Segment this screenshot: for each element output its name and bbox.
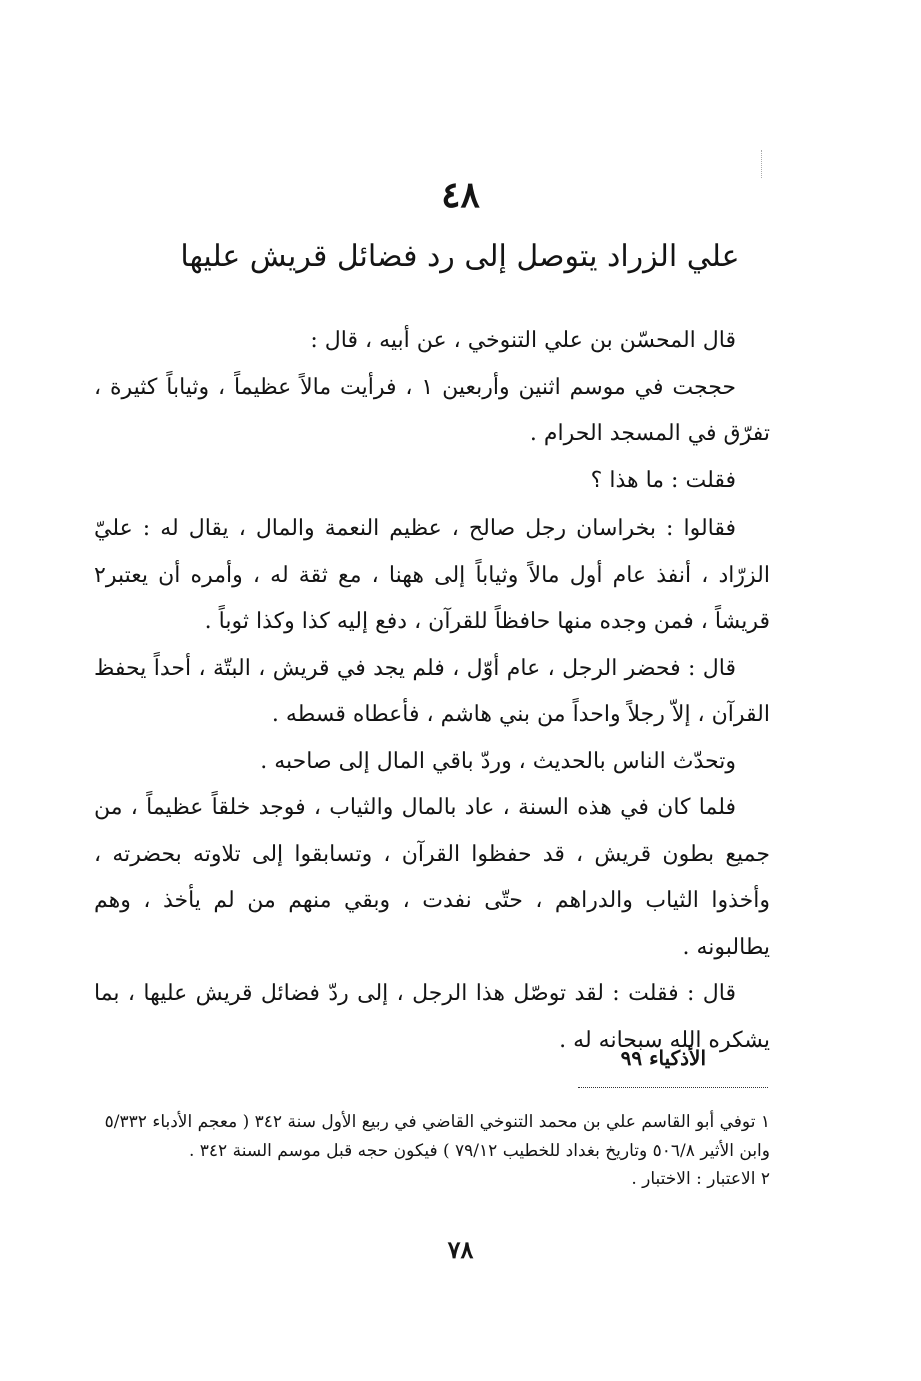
paragraph: وتحدّث الناس بالحديث ، وردّ باقي المال إلى صاحبه . bbox=[260, 748, 736, 774]
footnote: ١ توفي أبو القاسم علي بن محمد التنوخي القاضي في ربيع الأول سنة ٣٤٢ ( معجم الأدباء ٥/٣٣٢ وابن الأثير ٥٠٦/٨ وتاريخ بغداد للخطيب ٧٩/١٢ ) فيكون حجه قبل موسم السنة ٣٤٢ . bbox=[104, 1112, 770, 1161]
chapter-title: علي الزراد يتوصل إلى رد فضائل قريش عليها bbox=[180, 239, 740, 274]
page-number: ٧٨ bbox=[447, 1235, 474, 1264]
paragraph: فقلت : ما هذا ؟ bbox=[590, 467, 736, 493]
footnotes bbox=[94, 1108, 770, 1194]
chapter-number: ٤٨ bbox=[441, 174, 480, 216]
source-reference: الأذكياء ٩٩ bbox=[620, 1046, 706, 1070]
main-text bbox=[94, 318, 770, 1064]
footnote-divider bbox=[578, 1087, 768, 1088]
paragraph: حججت في موسم اثنين وأربعين ١ ، فرأيت مالاً عظيماً ، وثياباً كثيرة ، تفرّق في المسجد الحرام . bbox=[94, 374, 770, 446]
paragraph: فقالوا : بخراسان رجل صالح ، عظيم النعمة والمال ، يقال له : عليّ الزرّاد ، أنفذ عام أول مالاً وثياباً إلى ههنا ، مع ثقة له ، وأمره أن يعتبر٢ قريشاً ، فمن وجده منها حافظاً للقرآن ، دفع إليه كذا وكذا ثوباً . bbox=[94, 516, 770, 634]
paragraph: فلما كان في هذه السنة ، عاد بالمال والثياب ، فوجد خلقاً عظيماً ، من جميع بطون قريش ، قد حفظوا القرآن ، وتسابقوا إلى تلاوته بحضرته ، وأخذوا الثياب والدراهم ، حتّى نفدت ، وبقي منهم من لم يأخذ ، وهم يطالبونه . bbox=[94, 795, 770, 960]
paragraph: قال : فقلت : لقد توصّل هذا الرجل ، إلى ردّ فضائل قريش عليها ، بما يشكره الله سبحانه له . bbox=[94, 981, 770, 1053]
footnote: ٢ الاعتبار : الاختبار . bbox=[631, 1169, 770, 1189]
paragraph: قال المحسّن بن علي التنوخي ، عن أبيه ، قال : bbox=[310, 328, 736, 353]
paragraph: قال : فحضر الرجل ، عام أوّل ، فلم يجد في قريش ، البتّة ، أحداً يحفظ القرآن ، إلاّ رجلاً واحداً من بني هاشم ، فأعطاه قسطه . bbox=[94, 655, 770, 727]
